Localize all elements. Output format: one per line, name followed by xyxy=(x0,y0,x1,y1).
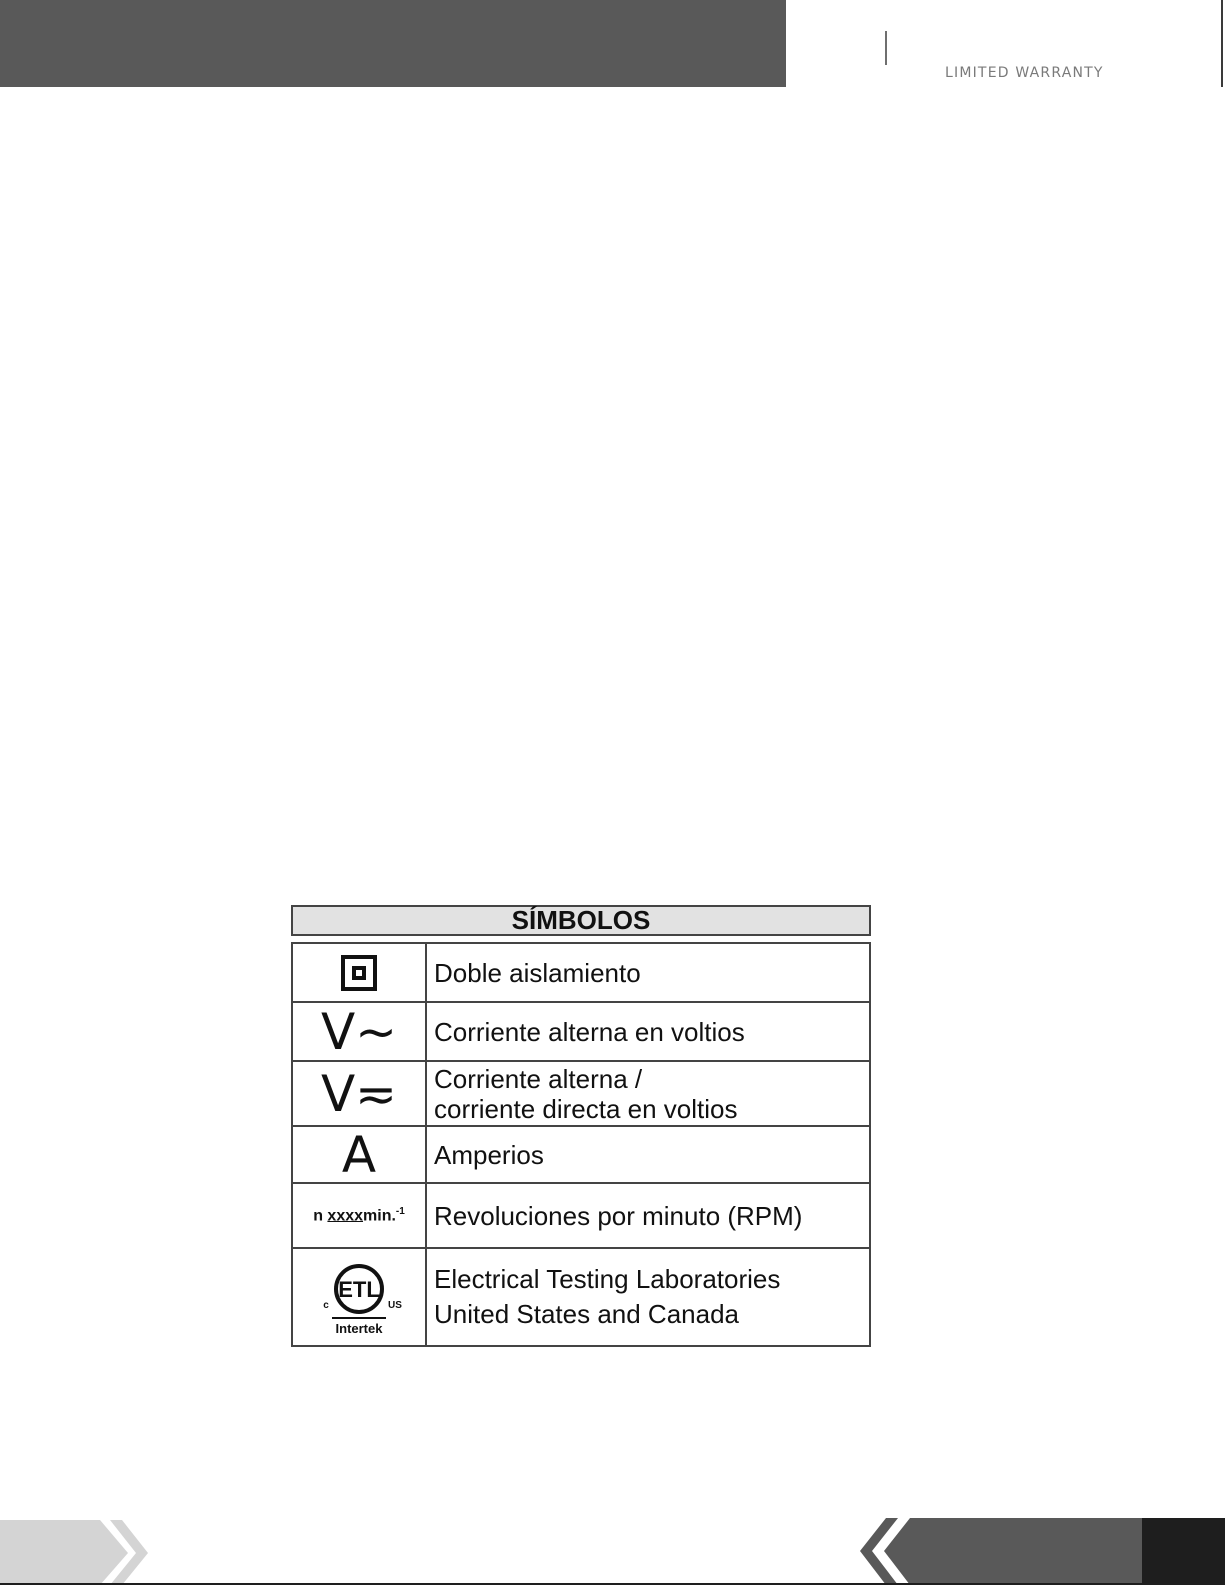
description-line: Electrical Testing Laboratories xyxy=(434,1264,781,1294)
symbol-cell xyxy=(293,1062,427,1125)
ac-dc-volts-icon: V≂ xyxy=(320,1064,398,1123)
symbol-description xyxy=(427,1062,869,1125)
logo-us: US xyxy=(388,1300,402,1311)
symbol-description xyxy=(427,1249,869,1345)
table-row xyxy=(293,1127,869,1184)
amperes-icon: A xyxy=(341,1125,377,1184)
symbol-cell xyxy=(293,944,427,1001)
table-row xyxy=(293,1003,869,1062)
double-insulation-icon xyxy=(341,955,377,991)
rpm-icon xyxy=(313,1206,405,1225)
table-row xyxy=(293,944,869,1003)
description-line: corriente directa en voltios xyxy=(434,1093,738,1124)
rpm-n: n xyxy=(313,1207,323,1225)
footer-right-chevron-decoration xyxy=(860,1518,1225,1585)
description-line: United States and Canada xyxy=(434,1299,739,1329)
rpm-value-placeholder: xxxx xyxy=(327,1207,364,1225)
symbols-table-title: SÍMBOLOS xyxy=(291,905,871,936)
svg-text:ETL: ETL xyxy=(338,1277,380,1302)
header-divider xyxy=(885,31,887,65)
symbol-description: Doble aislamiento xyxy=(434,957,641,988)
symbol-cell xyxy=(293,1184,427,1247)
symbol-description: Revoluciones por minuto (RPM) xyxy=(434,1200,803,1231)
table-row xyxy=(293,1249,869,1347)
footer-left-chevron-decoration xyxy=(0,1520,150,1585)
etl-intertek-logo-icon xyxy=(304,1252,414,1342)
symbol-description: Amperios xyxy=(434,1139,544,1170)
symbols-table-rows xyxy=(291,942,871,1347)
rpm-exponent: -1 xyxy=(395,1205,405,1217)
description-line: Corriente alterna / xyxy=(434,1063,643,1094)
logo-c: c xyxy=(323,1300,329,1311)
logo-brand: Intertek xyxy=(335,1321,383,1336)
header-right-rule xyxy=(1221,0,1223,87)
table-row xyxy=(293,1062,869,1127)
header-bar xyxy=(0,0,786,87)
symbol-cell xyxy=(293,1003,427,1060)
symbol-description: Corriente alterna en voltios xyxy=(434,1016,745,1047)
header-section-label: LIMITED WARRANTY xyxy=(945,65,1104,81)
rpm-unit: min. xyxy=(363,1207,396,1225)
symbol-cell xyxy=(293,1127,427,1182)
symbols-table xyxy=(291,905,871,1347)
ac-volts-icon: V~ xyxy=(320,1002,398,1061)
table-row xyxy=(293,1184,869,1249)
symbol-cell xyxy=(293,1249,427,1345)
